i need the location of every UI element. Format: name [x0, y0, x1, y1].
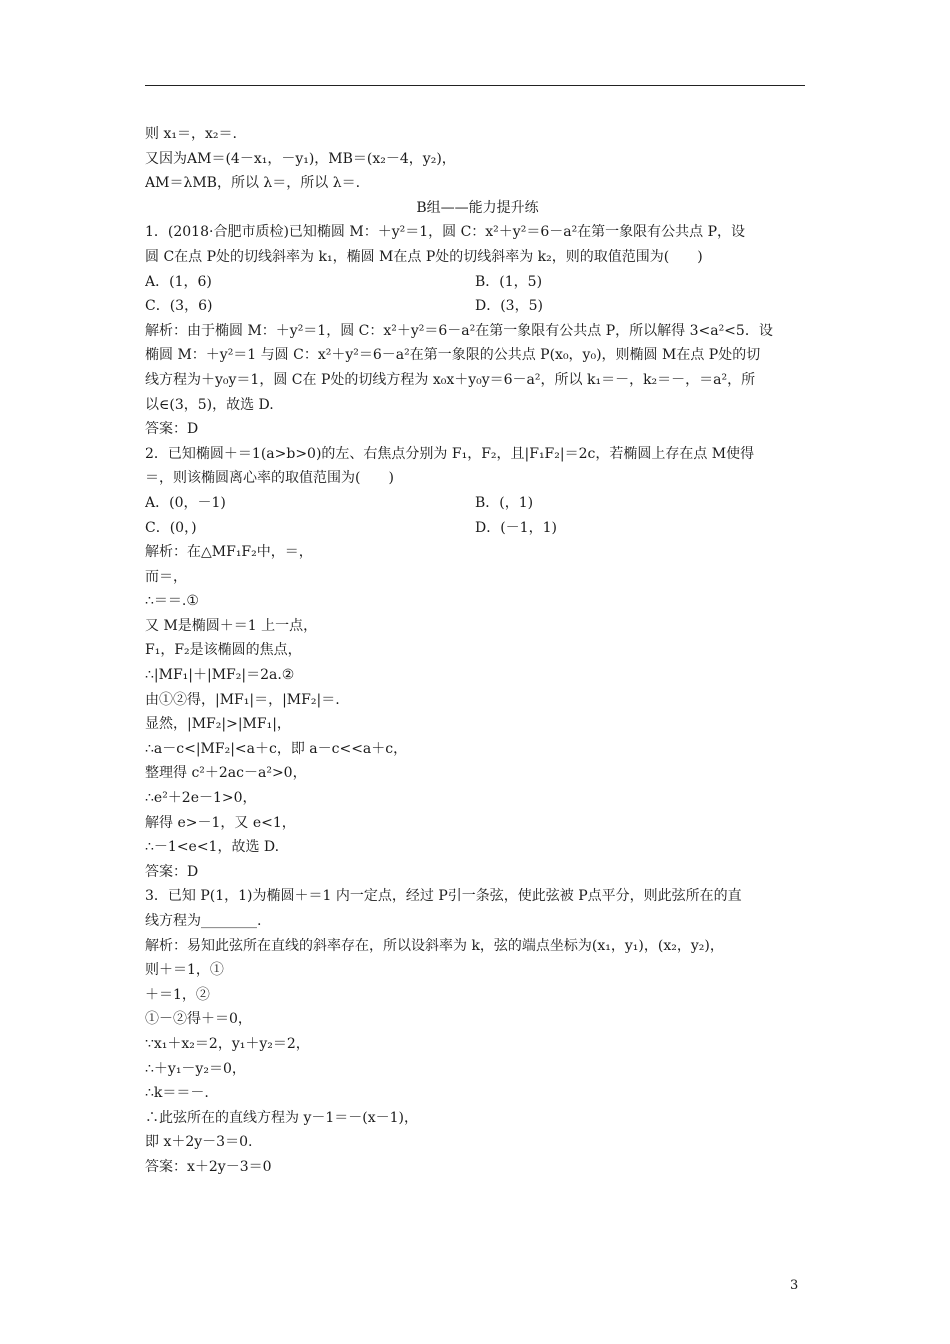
text-line: 1．(2018·合肥市质检)已知椭圆 M：＋y²＝1，圆 C：x²＋y²＝6－a²在第一象限有公共点 P，设	[145, 224, 746, 241]
text-line: 椭圆 M：＋y²＝1 与圆 C：x²＋y²＝6－a²在第一象限的公共点 P(x₀，y₀)，则椭圆 M在点 P处的切	[145, 347, 761, 364]
option-left: A．(1，6)	[145, 273, 212, 290]
text-line: 又 M是椭圆＋＝1 上一点，	[145, 617, 318, 634]
text-line: ∴a－c<|MF₂|<a＋c，即 a－c<<a＋c，	[145, 740, 408, 757]
document-body	[145, 122, 810, 1180]
text-line: ∴k＝＝－.	[145, 1085, 209, 1102]
text-line: ∴|MF₁|＋|MF₂|＝2a.②	[145, 667, 295, 684]
option-row	[145, 516, 810, 541]
option-right: B．(，1)	[475, 494, 534, 511]
text-line: 答案：D	[145, 863, 199, 880]
text-line: 3．已知 P(1，1)为椭圆＋＝1 内一定点，经过 P引一条弦，使此弦被 P点平分，则此弦所在的直	[145, 888, 742, 905]
text-line: 即 x＋2y－3＝0.	[145, 1134, 253, 1151]
text-line: ①－②得＋＝0，	[145, 1011, 252, 1028]
text-line: 解得 e>－1，又 e<1，	[145, 814, 296, 831]
text-line: ∴－1<e<1，故选 D.	[145, 839, 280, 856]
text-line: 以∈(3，5)，故选 D.	[145, 396, 274, 413]
text-line: 又因为AM＝(4－x₁，－y₁)，MB＝(x₂－4，y₂)，	[145, 150, 456, 167]
text-line: 解析：由于椭圆 M：＋y²＝1，圆 C：x²＋y²＝6－a²在第一象限有公共点 P，所以解得 3<a²<5．设	[145, 322, 773, 339]
text-line: ∴此弦所在的直线方程为 y－1＝－(x－1)，	[145, 1109, 418, 1126]
text-line: ∵x₁＋x₂＝2，y₁＋y₂＝2，	[145, 1035, 310, 1052]
text-line: AM＝λMB，所以 λ＝，所以 λ＝.	[145, 175, 361, 192]
option-row	[145, 491, 810, 516]
text-line: 2．已知椭圆＋＝1(a>b>0)的左、右焦点分别为 F₁，F₂，且|F₁F₂|＝2c，若椭圆上存在点 M使得	[145, 445, 755, 462]
text-line: ∴＋y₁－y₂＝0，	[145, 1060, 246, 1077]
option-right: D．(3，5)	[475, 298, 543, 315]
text-line: 解析：易知此弦所在直线的斜率存在，所以设斜率为 k，弦的端点坐标为(x₁，y₁)，(x₂，y₂)，	[145, 937, 724, 954]
text-line: ＝，则该椭圆离心率的取值范围为( )	[145, 470, 394, 487]
text-line: 整理得 c²＋2ac－a²>0，	[145, 765, 307, 782]
option-row	[145, 294, 810, 319]
section-heading: B组——能力提升练	[416, 199, 539, 216]
text-line: 则＋＝1，①	[145, 962, 224, 979]
text-line: 线方程为________.	[145, 913, 262, 929]
option-row	[145, 270, 810, 295]
text-line: ＋＝1，②	[145, 986, 210, 1003]
text-line: 显然，|MF₂|>|MF₁|，	[145, 716, 291, 733]
option-right: D．(－1，1)	[475, 519, 557, 536]
option-left: A．(0，－1)	[145, 494, 226, 511]
text-line: 而＝，	[145, 568, 187, 585]
text-line: 圆 C在点 P处的切线斜率为 k₁，椭圆 M在点 P处的切线斜率为 k₂，则的取值范围为( )	[145, 248, 703, 265]
text-line: ∴＝＝.①	[145, 593, 199, 610]
text-line: ∴e²＋2e－1>0，	[145, 790, 257, 807]
option-right: B．(1，5)	[475, 273, 543, 290]
text-line: 答案：D	[145, 421, 199, 438]
text-line: 线方程为＋y₀y＝1，圆 C在 P处的切线方程为 x₀x＋y₀y＝6－a²，所以 k₁＝－，k₂＝－，＝a²，所	[145, 371, 756, 388]
text-line: 则 x₁＝，x₂＝.	[145, 126, 237, 142]
text-line: 解析：在△MF₁F₂中，＝，	[145, 544, 313, 561]
option-left: C．(3，6)	[145, 298, 213, 315]
header-rule	[145, 85, 805, 86]
page-number: 3	[790, 1278, 799, 1293]
text-line: F₁，F₂是该椭圆的焦点，	[145, 642, 302, 659]
text-line: 由①②得，|MF₁|＝，|MF₂|＝.	[145, 691, 340, 708]
option-left: C．(0，)	[145, 519, 197, 536]
text-line: 答案：x＋2y－3＝0	[145, 1158, 272, 1175]
